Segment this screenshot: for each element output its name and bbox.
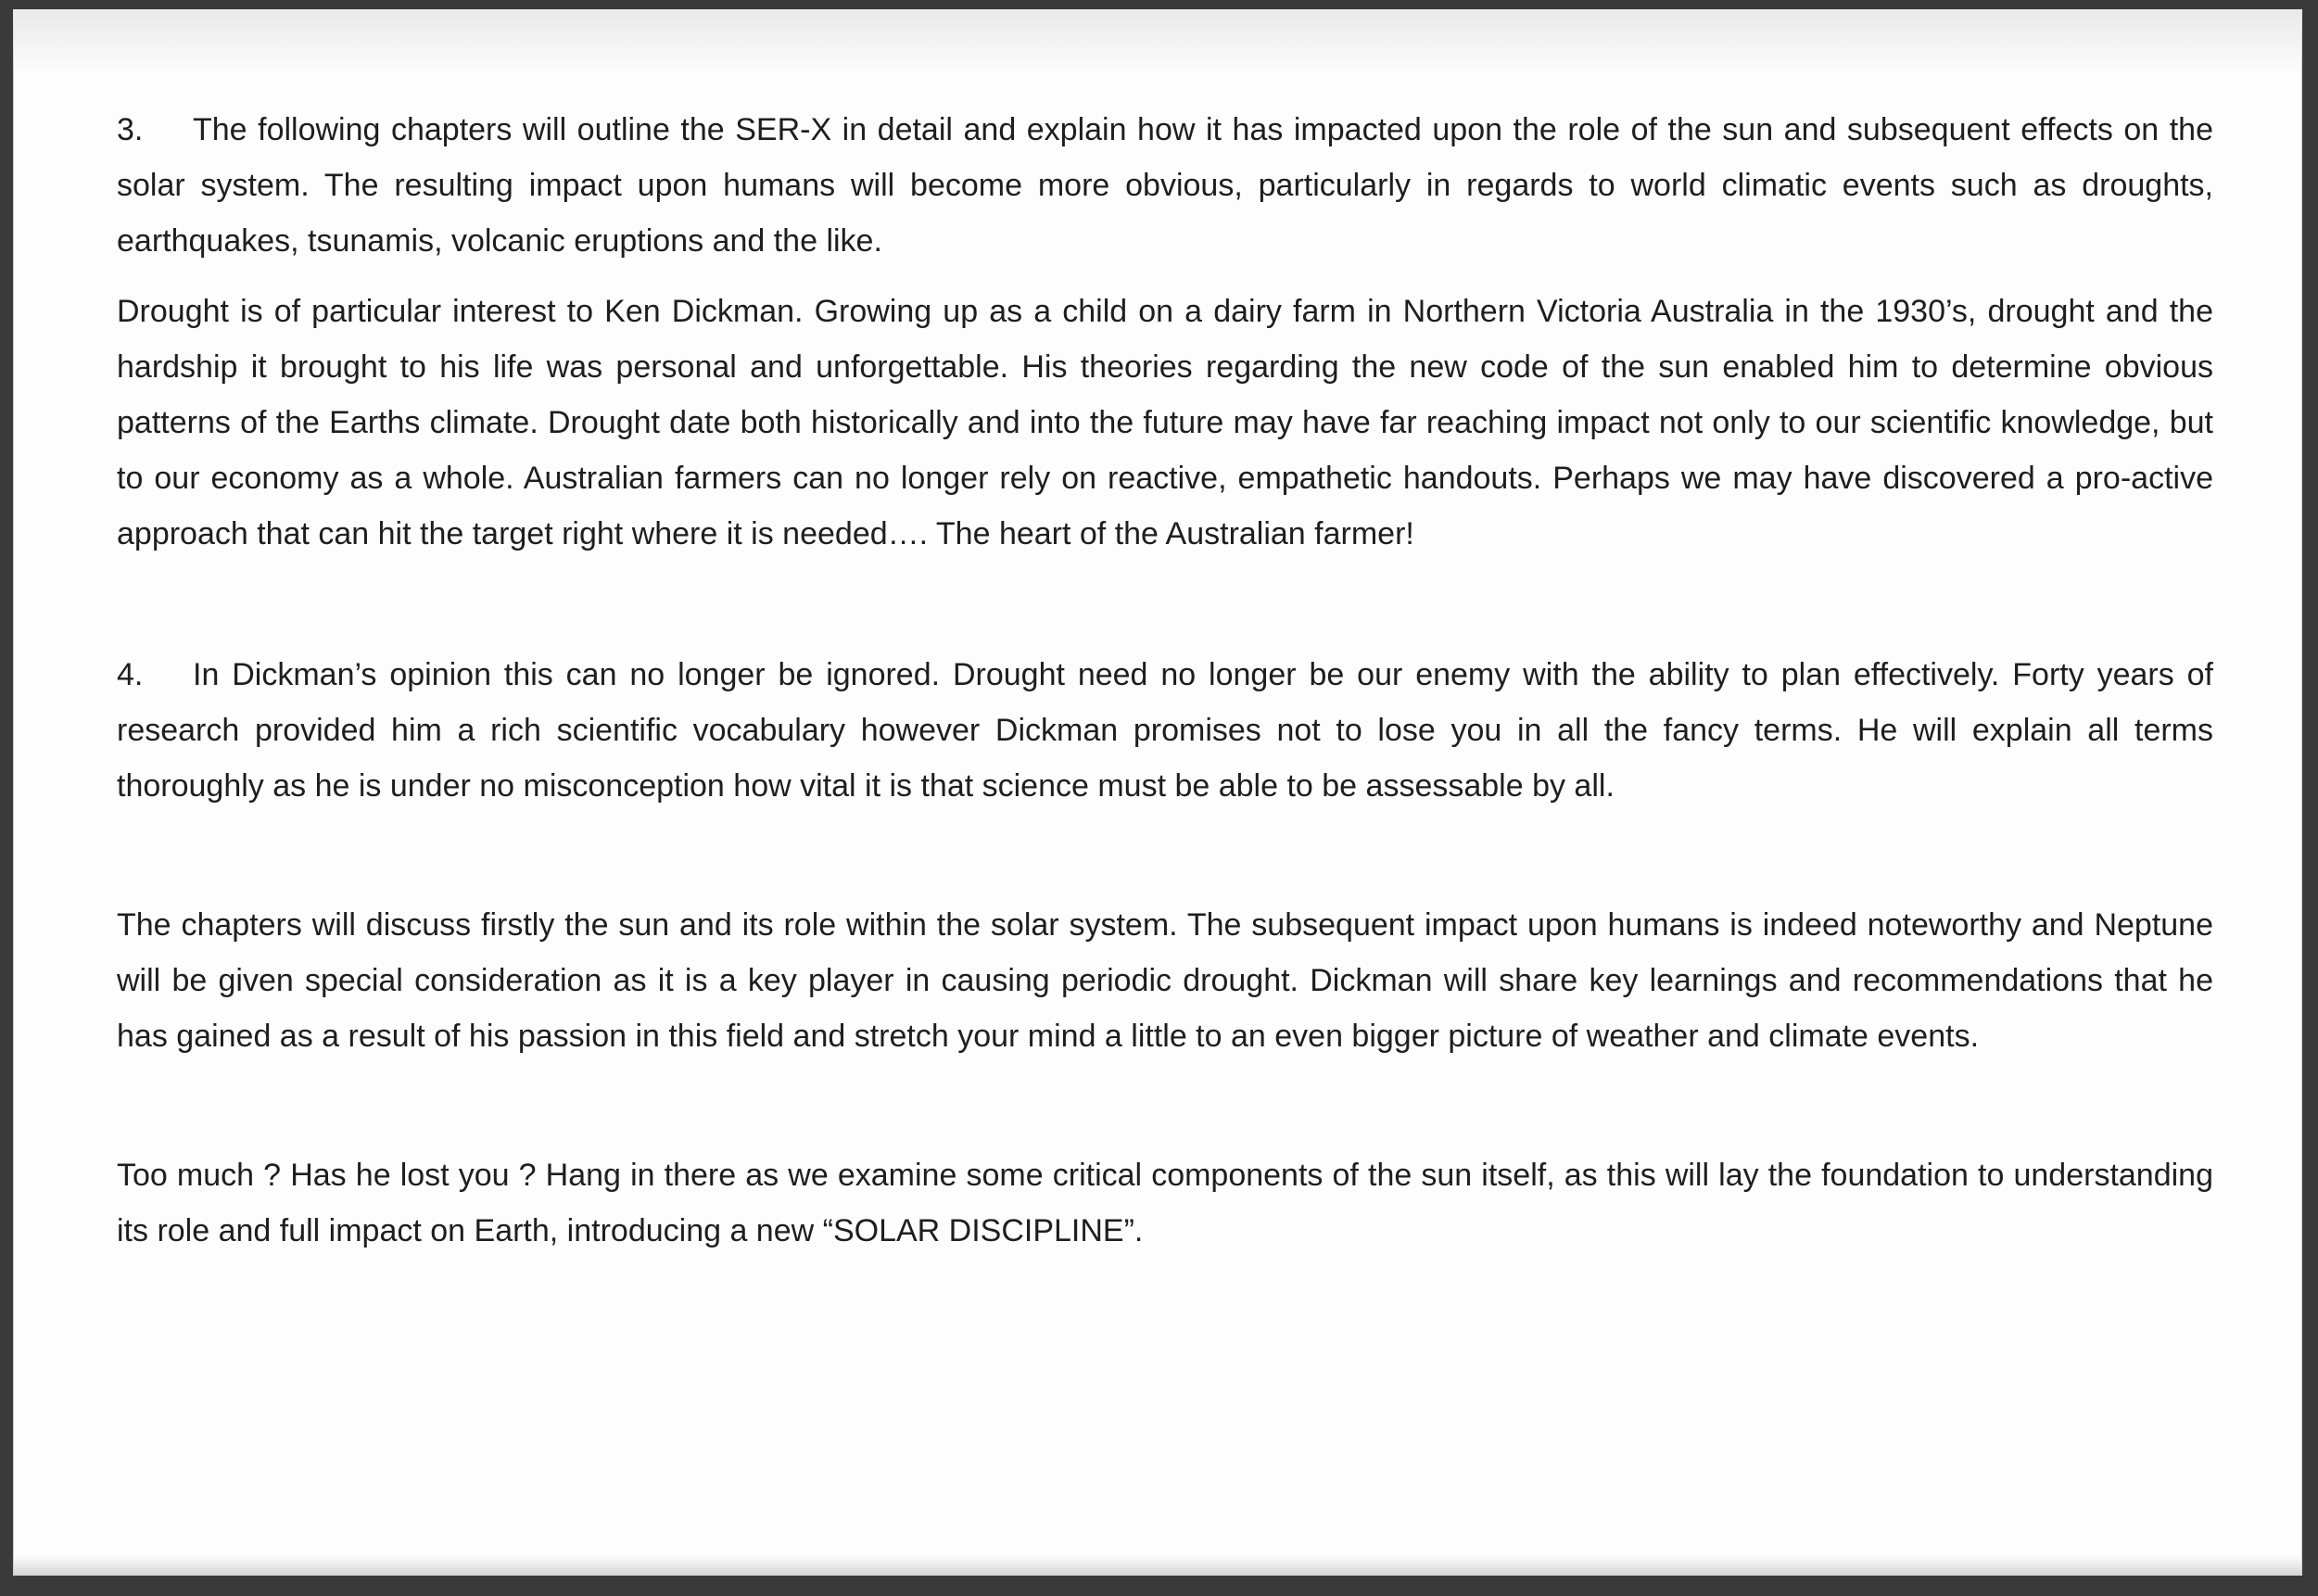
page-bottom-edge (13, 1555, 2302, 1576)
scanned-page (13, 9, 2302, 1576)
section-3-text: The following chapters will outline the SER-X in detail and explain how it has impacted upon the role of the sun and subsequent effects on the solar system. The resulting impact upon humans will become more obvious, particularly in regards to world climatic events such as droughts, earthquakes, tsunamis, volcanic eruptions and the like. (117, 112, 2213, 259)
paragraph-section-4 (117, 647, 2213, 814)
section-number-4: 4. (117, 657, 144, 692)
page-body (117, 102, 2213, 1259)
paragraph-drought: Drought is of particular interest to Ken Dickman. Growing up as a child on a dairy farm in Northern Victoria Australia in the 1930’s, drought and the hardship it brought to his life was personal and unforgettable. His theories regarding the new code of the sun enabled him to determine obvious patterns of the Earths climate. Drought date both historically and into the future may have far reaching impact not only to our scientific knowledge, but to our economy as a whole. Australian farmers can no longer rely on reactive, empathetic handouts. Perhaps we may have discovered a pro-active approach that can hit the target right where it is needed…. The heart of the Australian farmer! (117, 294, 2213, 551)
paragraph-closing: Too much ? Has he lost you ? Hang in there as we examine some critical components of the sun itself, as this will lay the foundation to understanding its role and full impact on Earth, introducing a new “SOLAR DISCIPLINE”. (117, 1158, 2213, 1248)
section-4-text: In Dickman’s opinion this can no longer be ignored. Drought need no longer be our enemy with the ability to plan effectively. Forty years of research provided him a rich scientific vocabulary however Dickman promises not to lose you in all the fancy terms. He will explain all terms thoroughly as he is under no misconception how vital it is that science must be able to be assessable by all. (117, 657, 2213, 804)
section-number-3: 3. (117, 112, 144, 147)
paragraph-chapters: The chapters will discuss firstly the sun and its role within the solar system. The subsequent impact upon humans is indeed noteworthy and Neptune will be given special consideration as it is a key player in causing periodic drought. Dickman will share key learnings and recommendations that he has gained as a result of his passion in this field and stretch your mind a little to an even bigger picture of weather and climate events. (117, 907, 2213, 1054)
paragraph-section-3 (117, 102, 2213, 269)
